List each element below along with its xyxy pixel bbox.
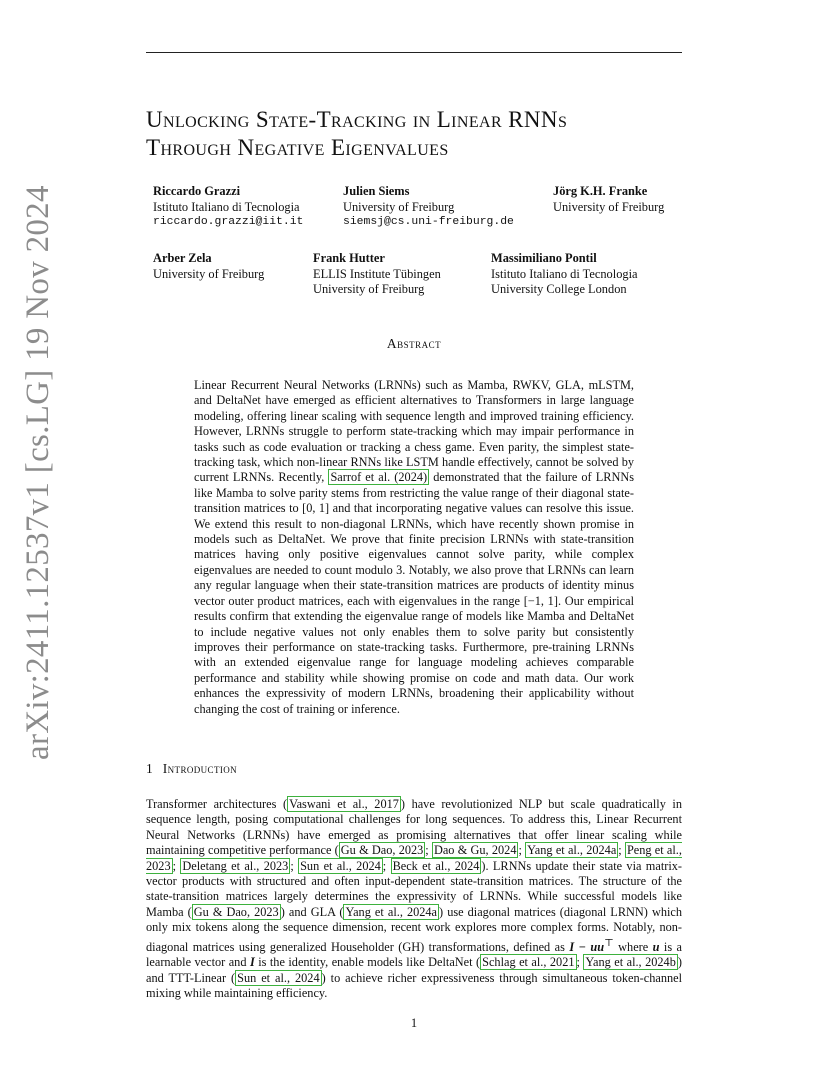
author-block: [313, 251, 441, 298]
author-block: [553, 184, 664, 215]
arxiv-identifier: arXiv:2411.12537v1 [cs.LG] 19 Nov 2024: [20, 185, 56, 760]
abstract-text: Linear Recurrent Neural Networks (LRNNs) such as Mamba, RWKV, GLA, mLSTM, and DeltaNet have emerged as efficient alternatives to Transformers in large language modeling, offering linear scaling with sequence length and improved training efficiency. However, LRNNs struggle to perform state-tracking which may impair performance in tasks such as code evaluation or tracking a chess game. Even parity, the simplest state-tracking task, which non-linear RNNs like LSTM handle effectively, cannot be solved by current LRNNs. Recently,: [194, 378, 634, 485]
citation-link[interactable]: Yang et al., 2024a: [345, 904, 438, 919]
citation-link[interactable]: Schlag et al., 2021: [482, 955, 575, 970]
citation-link[interactable]: Yang et al., 2024a: [527, 843, 617, 858]
author-block: [153, 251, 264, 282]
author-affiliation: Istituto Italiano di Tecnologia: [153, 199, 300, 214]
author-name: Frank Hutter: [313, 251, 385, 265]
citation-link[interactable]: Dao & Gu, 2024: [433, 843, 517, 858]
author-email[interactable]: riccardo.grazzi@iit.it: [153, 216, 304, 228]
citation-link[interactable]: Sun et al., 2024: [300, 858, 381, 873]
abstract-text: . Our empirical results confirm that extending the eigenvalue range of models like Mamba and DeltaNet to include negative values not only enables them to solve parity but consistently improves their performance on state-tracking tasks. Furthermore, pre-training LRNNs with an extended eigenvalue range for language modeling achieves comparable performance and stability while showing promise on code and math data. Our work enhances the expressivity of modern LRNNs, broadening their applicability without changing the cost of training or inference.: [194, 593, 634, 716]
intro-text: ) and GLA (: [280, 904, 344, 919]
math-vector-u: u: [652, 939, 660, 954]
intro-text: is a learnable vector and: [146, 939, 682, 970]
section-number: 1: [146, 761, 153, 776]
citation-link[interactable]: Gu & Dao, 2023: [193, 904, 279, 919]
author-affiliation: University of Freiburg: [313, 282, 425, 296]
citation-link[interactable]: Yang et al., 2024b: [585, 955, 676, 970]
citation-link[interactable]: Beck et al., 2024: [392, 858, 480, 873]
author-affiliation: University College London: [491, 282, 627, 296]
intro-text: ). LRNNs update their state via matrix-vector products with structured and often input-dependent state-transition matrices. The structure of the state-transition matrices largely determines the expressivity of LRNNs. While successful models like Mamba (: [146, 858, 682, 919]
math-transpose: ⊤: [604, 937, 614, 949]
author-affiliation: University of Freiburg: [153, 266, 265, 281]
author-block: [343, 184, 514, 231]
citation-link[interactable]: Vaswani et al., 2017: [289, 797, 399, 811]
author-block: [153, 184, 303, 231]
abstract-heading: Abstract: [386, 336, 442, 351]
author-name: Arber Zela: [153, 251, 212, 265]
intro-text: ) to achieve richer expressiveness through simultaneous token-channel mixing while maintaining efficiency.: [146, 970, 682, 1000]
intro-text: is the identity, enable models like DeltaNet (: [254, 955, 481, 970]
author-name: Julien Siems: [343, 184, 410, 198]
abstract-body: [194, 378, 634, 717]
author-name: Massimiliano Pontil: [491, 251, 597, 265]
author-affiliation: University of Freiburg: [553, 199, 665, 214]
introduction-body: Transformer architectures ( Vaswani et al., 2017 ) have revolutionized NLP but scale quadratically in sequence length, posing computational challenges for long sequences. To address this, Linear Recurrent Neural Networks (LRNNs) have emerged as promising alternatives that offer linear scaling while maintaining competitive performance ( Gu & Dao, 2023 ; Dao & Gu, 2024 ; Yang et al., 2024a ; Peng et al., 2023 ; Deletang et al., 2023 ; Sun et al., 2024 ; Beck et al., 2024 ). LRNNs update their state via matrix-vector products with structured and often input-dependent state-transition matrices. The structure of the state-transition matrices largely determines the expressivity of LRNNs. While successful models like Mamba ( Gu & Dao, 2023 ) and GLA ( Yang et al., 2024a ) use diagonal matrices (diagonal LRNN) which only mix tokens along the sequence dimension, recent work explores more complex forms. Notably, non-diagonal matrices using generalized Householder (GH) transformations, defined as I − uu⊤ where u is a learnable vector and I is the identity, enable models like DeltaNet ( Schlag et al., 2021 ; Yang et al., 2024b ) and TTT-Linear ( Sun et al., 2024 ) to achieve richer expressiveness through simultaneous token-channel mixing while maintaining efficiency.: [146, 797, 682, 1000]
author-email[interactable]: siemsj@cs.uni-freiburg.de: [343, 216, 514, 228]
author-affiliation: University of Freiburg: [343, 199, 455, 214]
intro-text: where: [613, 939, 653, 954]
intro-text: ) use diagonal matrices (diagonal LRNN) which only mix tokens along the sequence dimension, recent work explores more complex forms. Notably, non-diagonal matrices using generalized Householder (GH) transformations, defined as: [146, 904, 682, 954]
author-affiliation: ELLIS Institute Tübingen: [313, 266, 441, 281]
intro-text: ) and TTT-Linear (: [146, 955, 682, 985]
title-line-2: Through Negative Eigenvalues: [146, 135, 449, 160]
section-title: Introduction: [162, 761, 238, 776]
citation-link[interactable]: Sun et al., 2024: [237, 970, 320, 985]
citation-link[interactable]: Sarrof et al. (2024): [330, 470, 428, 485]
math-identity: I: [249, 955, 255, 970]
math-range: [0, 1]: [302, 501, 330, 516]
author-name: Riccardo Grazzi: [153, 184, 241, 198]
math-householder: I − uu: [569, 939, 605, 954]
abstract-text: demonstrated that the failure of LRNNs like Mamba to solve parity stems from restricting the value range of their diagonal state-transition matrices to: [194, 470, 635, 516]
citation-link[interactable]: Peng et al., 2023: [146, 843, 682, 873]
top-rule: [146, 52, 682, 53]
paper-title: [146, 106, 706, 162]
title-line-1: Unlocking State-Tracking in Linear RNNs: [146, 107, 568, 132]
author-affiliation: Istituto Italiano di Tecnologia: [491, 266, 638, 281]
abstract-text: and that incorporating negative values can resolve this issue. We extend this result to non-diagonal LRNNs, which have recently shown promise in models such as DeltaNet. We prove that finite precision LRNNs with state-transition matrices having only positive eigenvalues cannot solve parity, while complex eigenvalues are needed to count modulo 3. Notably, we also prove that LRNNs can learn any regular language when their state-transition matrices are products of identity minus vector outer product matrices, each with eigenvalues in the range: [194, 501, 634, 608]
section-heading: [146, 761, 237, 777]
citation-link[interactable]: Deletang et al., 2023: [182, 858, 289, 873]
citation-link[interactable]: Gu & Dao, 2023: [340, 843, 424, 858]
author-name: Jörg K.H. Franke: [553, 184, 648, 198]
author-block: [491, 251, 638, 298]
intro-text: ) have revolutionized NLP but scale quadratically in sequence length, posing computational challenges for long sequences. To address this, Linear Recurrent Neural Networks (LRNNs) have emerged as promising alternatives that offer linear scaling while maintaining competitive performance (: [146, 797, 682, 858]
intro-text: Transformer architectures (: [146, 797, 288, 811]
page-number: 1: [410, 1016, 418, 1030]
math-range: [−1, 1]: [523, 593, 558, 608]
